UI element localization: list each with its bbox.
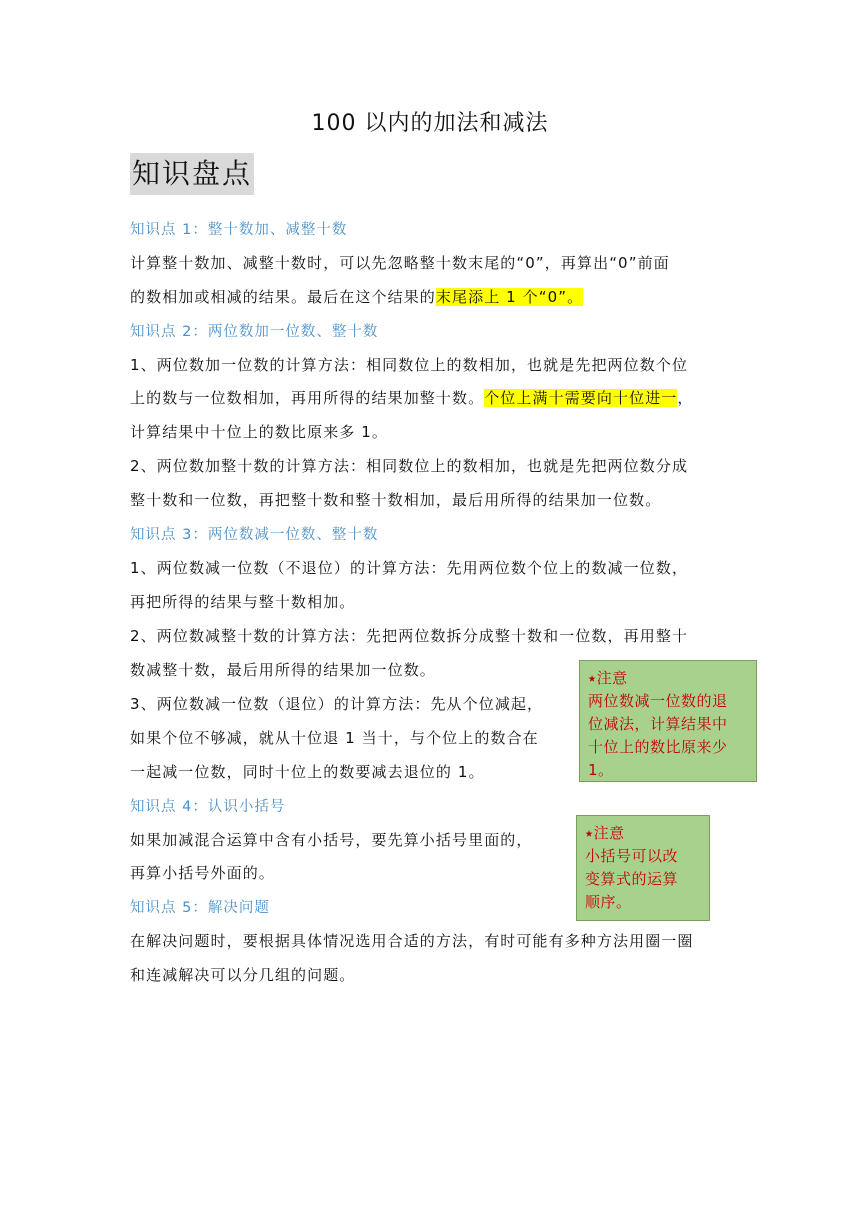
body-line: 2、两位数减整十数的计算方法：先把两位数拆分成整十数和一位数，再用整十 xyxy=(130,627,689,645)
star-icon: ⭑ xyxy=(588,669,597,687)
note-line: 小括号可以改 xyxy=(585,847,679,865)
body-line: 和连减解决可以分几组的问题。 xyxy=(130,966,356,984)
highlighted-text: 末尾添上 1 个“0”。 xyxy=(435,288,584,306)
note-title: 注意 xyxy=(596,669,628,687)
body-line: 计算整十数加、减整十数时，可以先忽略整十数末尾的“0”，再算出“0”前面 xyxy=(130,254,670,272)
heading-point-5: 知识点 5：解决问题 xyxy=(130,900,270,916)
heading-point-2: 知识点 2：两位数加一位数、整十数 xyxy=(130,324,379,340)
star-icon: ⭑ xyxy=(585,824,594,842)
body-line: 整十数和一位数，再把整十数和整十数相加，最后用所得的结果加一位数。 xyxy=(130,491,662,509)
body-line: 3、两位数减一位数（退位）的计算方法：先从个位减起， xyxy=(130,695,544,713)
page-title: 100 以内的加法和减法 xyxy=(311,111,549,136)
body-line: 上的数与一位数相加，再用所得的结果加整十数。个位上满十需要向十位进一， xyxy=(130,389,694,407)
note-box-parentheses xyxy=(576,815,710,921)
body-line: 计算结果中十位上的数比原来多 1。 xyxy=(130,423,389,441)
note-line: 位减法，计算结果中 xyxy=(588,715,728,733)
body-line: 如果个位不够减，就从十位退 1 当十，与个位上的数合在 xyxy=(130,729,539,747)
note-line: 十位上的数比原来少 xyxy=(588,738,728,756)
note-line: 两位数减一位数的退 xyxy=(588,692,728,710)
note-title: 注意 xyxy=(593,824,625,842)
heading-point-4: 知识点 4：认识小括号 xyxy=(130,799,286,815)
note-line: 1。 xyxy=(588,761,614,779)
body-line: 如果加减混合运算中含有小括号，要先算小括号里面的， xyxy=(130,831,533,849)
body-line: 一起减一位数，同时十位上的数要减去退位的 1。 xyxy=(130,763,485,781)
body-line: 再算小括号外面的。 xyxy=(130,864,275,882)
highlighted-text: 个位上满十需要向十位进一 xyxy=(484,389,678,407)
body-line: 数减整十数，最后用所得的结果加一位数。 xyxy=(130,661,436,679)
body-line: 2、两位数加整十数的计算方法：相同数位上的数相加，也就是先把两位数分成 xyxy=(130,457,689,475)
note-box-borrow-subtraction xyxy=(579,660,757,782)
heading-point-1: 知识点 1：整十数加、减整十数 xyxy=(130,222,348,238)
heading-point-3: 知识点 3：两位数减一位数、整十数 xyxy=(130,527,379,543)
section-header: 知识盘点 xyxy=(130,153,254,195)
note-line: 变算式的运算 xyxy=(585,870,679,888)
body-line: 在解决问题时，要根据具体情况选用合适的方法，有时可能有多种方法用圈一圈 xyxy=(130,932,694,950)
body-line: 1、两位数减一位数（不退位）的计算方法：先用两位数个位上的数减一位数， xyxy=(130,559,689,577)
body-line: 1、两位数加一位数的计算方法：相同数位上的数相加，也就是先把两位数个位 xyxy=(130,356,689,374)
body-line: 再把所得的结果与整十数相加。 xyxy=(130,593,356,611)
body-line: 的数相加或相减的结果。最后在这个结果的末尾添上 1 个“0”。 xyxy=(130,288,584,306)
note-line: 顺序。 xyxy=(585,893,632,911)
